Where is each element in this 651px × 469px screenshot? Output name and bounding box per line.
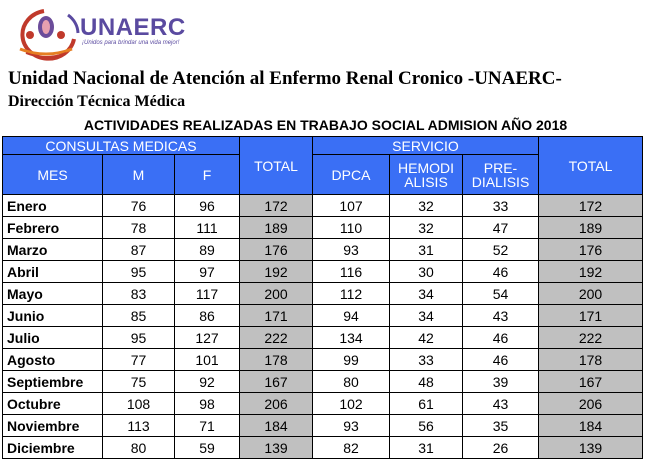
table-row (3, 195, 643, 217)
predialisis-cell: 43 (463, 305, 539, 327)
table-row (3, 217, 643, 239)
f-cell: 101 (175, 349, 240, 371)
mes-header: MES (3, 155, 103, 195)
f-cell: 59 (175, 437, 240, 459)
total1-cell: 172 (240, 195, 313, 217)
month-cell: Mayo (3, 283, 103, 305)
hemodialisis-cell: 56 (390, 415, 463, 437)
predialisis-cell: 39 (463, 371, 539, 393)
total2-cell: 184 (539, 415, 643, 437)
logo-name: UNAERC (80, 14, 186, 41)
m-cell: 76 (103, 195, 175, 217)
predialisis-cell: 33 (463, 195, 539, 217)
dpca-cell: 110 (313, 217, 390, 239)
month-cell: Junio (3, 305, 103, 327)
f-cell: 71 (175, 415, 240, 437)
hemodialisis-cell: 42 (390, 327, 463, 349)
month-cell: Febrero (3, 217, 103, 239)
total2-cell: 139 (539, 437, 643, 459)
servicio-header: SERVICIO (313, 137, 539, 155)
m-cell: 95 (103, 327, 175, 349)
total2-cell: 171 (539, 305, 643, 327)
m-cell: 113 (103, 415, 175, 437)
table-row (3, 305, 643, 327)
month-cell: Octubre (3, 393, 103, 415)
total2-cell: 189 (539, 217, 643, 239)
total2-cell: 176 (539, 239, 643, 261)
m-cell: 87 (103, 239, 175, 261)
dpca-cell: 82 (313, 437, 390, 459)
total2-cell: 222 (539, 327, 643, 349)
f-header: F (175, 155, 240, 195)
month-cell: Noviembre (3, 415, 103, 437)
total1-cell: 184 (240, 415, 313, 437)
predialisis-cell: 26 (463, 437, 539, 459)
m-header: M (103, 155, 175, 195)
hemodialisis-header: HEMODI ALISIS (390, 155, 463, 195)
m-cell: 77 (103, 349, 175, 371)
predialisis-cell: 46 (463, 349, 539, 371)
m-cell: 83 (103, 283, 175, 305)
hemodialisis-cell: 30 (390, 261, 463, 283)
total2-cell: 167 (539, 371, 643, 393)
f-cell: 86 (175, 305, 240, 327)
dpca-cell: 102 (313, 393, 390, 415)
dpca-cell: 116 (313, 261, 390, 283)
total1-cell: 178 (240, 349, 313, 371)
month-cell: Abril (3, 261, 103, 283)
predialisis-cell: 47 (463, 217, 539, 239)
hemodialisis-cell: 48 (390, 371, 463, 393)
f-cell: 96 (175, 195, 240, 217)
predialisis-cell: 46 (463, 327, 539, 349)
m-cell: 85 (103, 305, 175, 327)
f-cell: 117 (175, 283, 240, 305)
predialisis-cell: 35 (463, 415, 539, 437)
month-cell: Diciembre (3, 437, 103, 459)
table-row (3, 283, 643, 305)
page-subtitle: Dirección Técnica Médica (8, 93, 186, 110)
predialisis-cell: 52 (463, 239, 539, 261)
total2-cell: 200 (539, 283, 643, 305)
f-cell: 111 (175, 217, 240, 239)
f-cell: 127 (175, 327, 240, 349)
total1-cell: 192 (240, 261, 313, 283)
dpca-cell: 94 (313, 305, 390, 327)
dpca-cell: 107 (313, 195, 390, 217)
logo-tagline: ¡Unidos para brindar una vida mejor! (82, 40, 180, 46)
total1-cell: 189 (240, 217, 313, 239)
dpca-header: DPCA (313, 155, 390, 195)
table-body (3, 195, 643, 459)
total2-header: TOTAL (539, 137, 643, 195)
table-title: ACTIVIDADES REALIZADAS EN TRABAJO SOCIAL ADMISION AÑO 2018 (83, 117, 568, 133)
total2-cell: 206 (539, 393, 643, 415)
total1-cell: 200 (240, 283, 313, 305)
hemodialisis-cell: 32 (390, 195, 463, 217)
hemodialisis-cell: 34 (390, 305, 463, 327)
f-cell: 92 (175, 371, 240, 393)
total2-cell: 192 (539, 261, 643, 283)
total1-cell: 171 (240, 305, 313, 327)
predialisis-cell: 54 (463, 283, 539, 305)
table-row (3, 415, 643, 437)
total1-cell: 206 (240, 393, 313, 415)
table-row (3, 261, 643, 283)
total2-cell: 178 (539, 349, 643, 371)
hemodialisis-cell: 34 (390, 283, 463, 305)
activities-table (2, 136, 643, 459)
dpca-cell: 80 (313, 371, 390, 393)
month-cell: Julio (3, 327, 103, 349)
table-row (3, 327, 643, 349)
table-row (3, 437, 643, 459)
table-row (3, 371, 643, 393)
m-cell: 108 (103, 393, 175, 415)
table-row (3, 239, 643, 261)
total1-header: TOTAL (240, 137, 313, 195)
consultas-header: CONSULTAS MEDICAS (3, 137, 240, 155)
m-cell: 80 (103, 437, 175, 459)
total2-cell: 172 (539, 195, 643, 217)
total1-cell: 167 (240, 371, 313, 393)
month-cell: Enero (3, 195, 103, 217)
m-cell: 78 (103, 217, 175, 239)
total1-cell: 176 (240, 239, 313, 261)
table-row (3, 393, 643, 415)
month-cell: Marzo (3, 239, 103, 261)
dpca-cell: 112 (313, 283, 390, 305)
table-row (3, 349, 643, 371)
total1-cell: 222 (240, 327, 313, 349)
m-cell: 75 (103, 371, 175, 393)
hemodialisis-cell: 31 (390, 239, 463, 261)
month-cell: Septiembre (3, 371, 103, 393)
hemodialisis-cell: 31 (390, 437, 463, 459)
dpca-cell: 134 (313, 327, 390, 349)
dpca-cell: 99 (313, 349, 390, 371)
page-title: Unidad Nacional de Atención al Enfermo Renal Cronico -UNAERC- (8, 68, 562, 89)
hemodialisis-cell: 61 (390, 393, 463, 415)
f-cell: 98 (175, 393, 240, 415)
hemodialisis-cell: 33 (390, 349, 463, 371)
f-cell: 89 (175, 239, 240, 261)
dpca-cell: 93 (313, 415, 390, 437)
predialisis-header: PRE- DIALISIS (463, 155, 539, 195)
total1-cell: 139 (240, 437, 313, 459)
predialisis-cell: 46 (463, 261, 539, 283)
hemodialisis-cell: 32 (390, 217, 463, 239)
month-cell: Agosto (3, 349, 103, 371)
predialisis-cell: 43 (463, 393, 539, 415)
dpca-cell: 93 (313, 239, 390, 261)
f-cell: 97 (175, 261, 240, 283)
m-cell: 95 (103, 261, 175, 283)
